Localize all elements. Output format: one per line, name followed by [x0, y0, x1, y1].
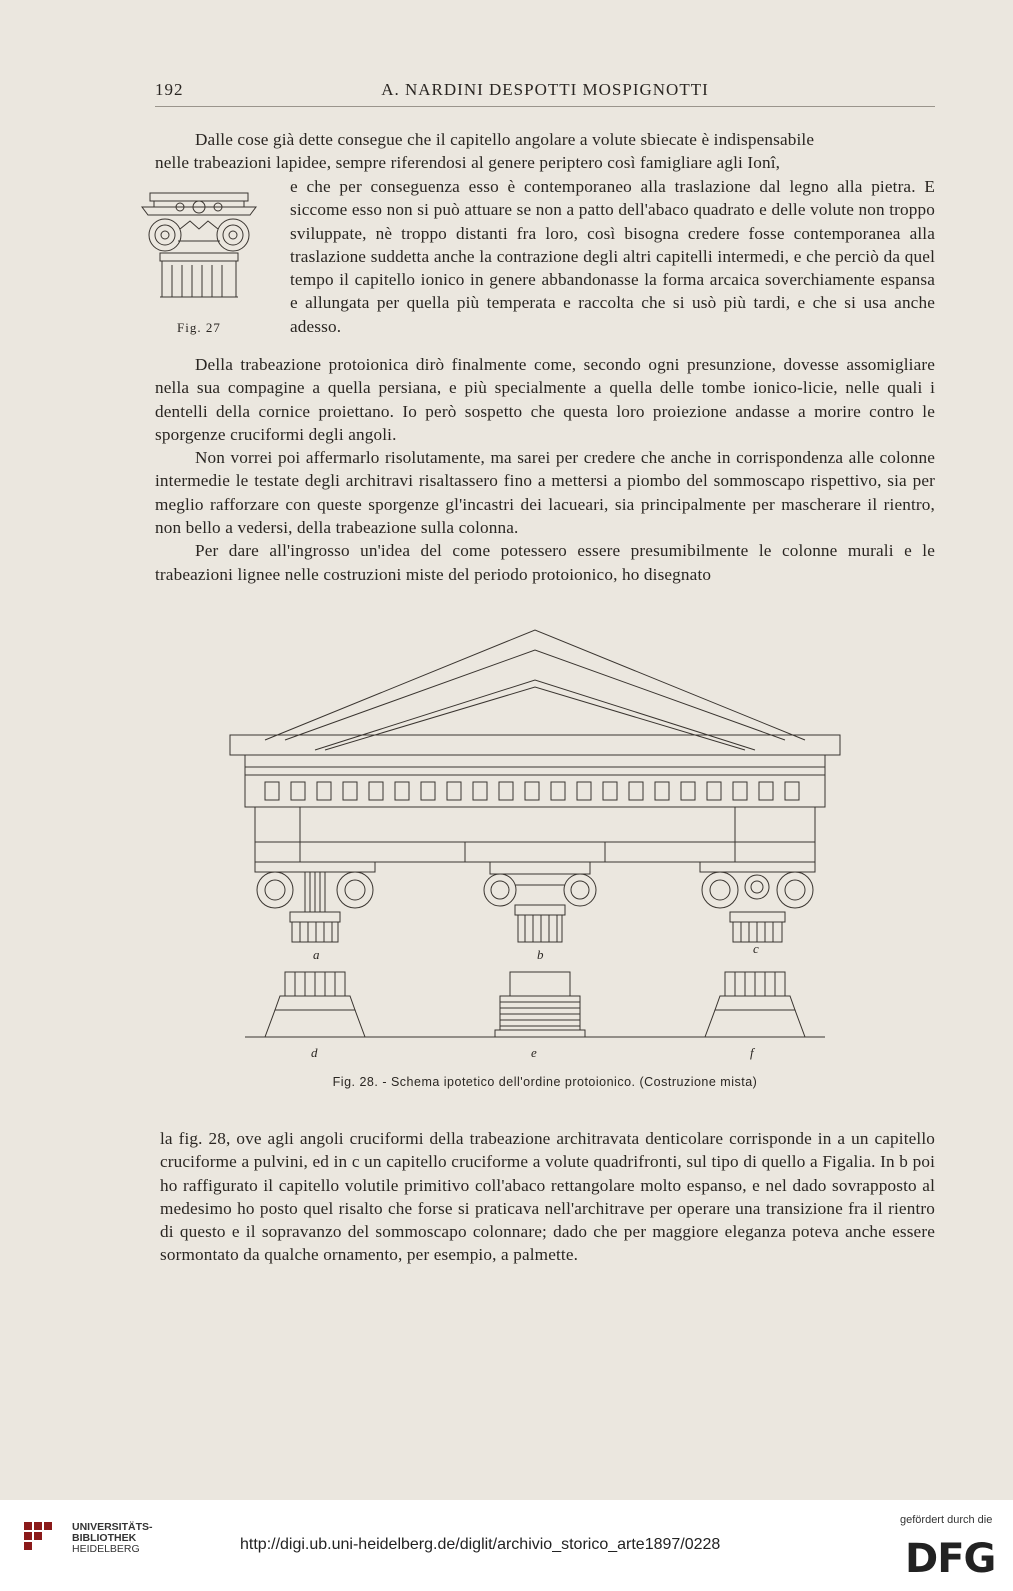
figure-28: [225, 625, 845, 1070]
page-header: [155, 80, 935, 107]
architrave: [255, 807, 815, 842]
figure-28-caption: Fig. 28. - Schema ipotetico dell'ordine protoionico. (Costruzione mista): [332, 1075, 758, 1089]
funding-note: gefördert durch die: [900, 1514, 993, 1526]
pediment-mid: [285, 650, 785, 740]
digitization-footer: [0, 1500, 1013, 1591]
paragraph-3: Non vorrei poi affermarlo risolutamente, ma sarei per credere che anche in corrispondenza alle colonne intermedie le testate degli architravi risaltassero fino a mettersi a piombo del sommoscapo rispettivo, sia per meglio rafforzare con queste sporgenze gl'incastri dei lacueari, sia principalmente per mascherare il rientro, non bello a vedersi, della trabeazione sulla colonna.: [155, 448, 935, 538]
dentils: [265, 782, 799, 800]
library-name-line-2: BIBLIOTHEK: [72, 1532, 137, 1544]
university-library-logo-icon: [22, 1520, 68, 1566]
label-b: b: [537, 947, 544, 962]
paragraph-1-line-1: Dalle cose già dette consegue che il capitello angolare a volute sbiecate è indispensabile: [195, 130, 815, 149]
paragraph-1-line-2: nelle trabeazioni lapidee, sempre riferendosi al genere periptero così famigliare agli Ionî,: [155, 153, 781, 173]
library-name: [72, 1522, 153, 1555]
dfg-logo-icon: DFG: [905, 1536, 996, 1582]
capital-b: [484, 862, 596, 942]
frieze: [245, 775, 825, 807]
capital-c: [700, 862, 815, 942]
base-f: [705, 972, 805, 1037]
pediment-inner: [315, 680, 755, 750]
base-e: [495, 972, 585, 1037]
library-name-line-1: UNIVERSITÄTS-: [72, 1521, 153, 1533]
label-c: c: [753, 941, 759, 956]
paragraph-5: [160, 1127, 935, 1267]
label-e: e: [531, 1045, 537, 1060]
protoionic-order-diagram: [225, 625, 845, 1070]
running-title: A. NARDINI DESPOTTI MOSPIGNOTTI: [381, 80, 709, 99]
library-name-line-3: HEIDELBERG: [72, 1543, 140, 1555]
paragraph-2: Della trabeazione protoionica dirò finalmente come, secondo ogni presunzione, dovesse assomigliare nella sua compagine a quella persiana, e più specialmente a quella delle tombe ionico-licie, nelle quali i dentelli della cornice proiettano. Io però sospetto che questa loro proiezione andasse a morire contro le sporgenze cruciformi degli angoli.: [155, 355, 935, 444]
capital-a: [255, 862, 375, 942]
figure-27-caption: Fig. 27: [177, 320, 221, 335]
label-f: f: [750, 1045, 754, 1060]
paragraph-4: Per dare all'ingrosso un'idea del come potessero essere presumibilmente le colonne murali e le trabeazioni lignee nelle costruzioni miste del periodo protoionico, ho disegnato: [155, 541, 935, 584]
paragraph-5-text: la fig. 28, ove agli angoli cruciformi della trabeazione architravata denticolare corrisponde in a un capitello cruciforme a pulvini, ed in c un capitello cruciforme a volute quadrifronti, sul tipo di quello a Figalia. In b poi ho raffigurato il capitello volutile primitivo coll'abaco rettangolare molto espanso, e nel dado sovrapposto al medesimo ho posto quel risalto che forse si praticava nell'architrave per operare una transizione fra il rientro di questo e il sopravanzo del sommoscapo colonnare; dado che per maggiore eleganza poteva anche essere sormontato da qualche ornamento, per esempio, a palmette.: [160, 1129, 935, 1265]
pediment-outer: [265, 630, 805, 740]
ionic-capital-illustration: [140, 185, 258, 305]
paragraphs-2-4: [155, 353, 935, 586]
base-d: [265, 972, 365, 1037]
label-a: a: [313, 947, 320, 962]
label-d: d: [311, 1045, 318, 1060]
paragraph-1-opening: [155, 128, 935, 175]
paragraph-1-wrapped-text: e che per conseguenza esso è contemporaneo alla traslazione dal legno alla pietra. E siccome esso non si può attuare se non a patto dell'abaco quadrato e delle volute non troppo sviluppate, nè troppo distanti fra loro, così bisogna credere fosse contemporanea alla traslazione suddetta anche la contrazione degli altri capitelli intermedi, e che perciò da quel tempo il capitello ionico in genere abbandonasse la forma arcaica soverchiamente espansa e allungata per quella più temperata e raccolta che si usò più tardi, e che si usa anche adesso.: [290, 177, 935, 336]
source-url-link[interactable]: http://digi.ub.uni-heidelberg.de/diglit/archivio_storico_arte1897/0228: [240, 1536, 721, 1553]
cornice: [230, 735, 840, 755]
page-number: 192: [155, 80, 184, 99]
